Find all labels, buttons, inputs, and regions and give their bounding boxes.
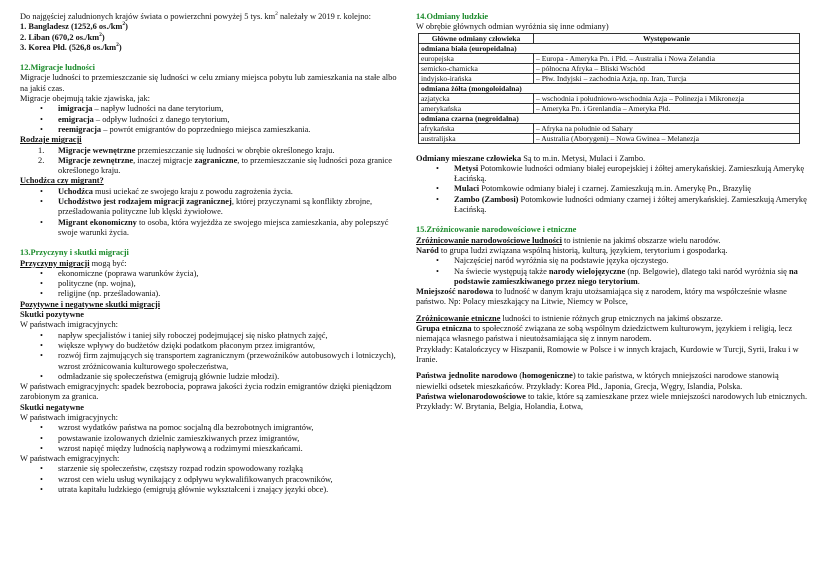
list-item: • utrata kapitału ludzkiego (emigrują głównie wykształceni i znający języki obce). [20,485,402,495]
effects-heading: Pozytywne i negatywne skutki migracji [20,299,161,309]
list-item: • emigracja – odpływ ludności z danego terytorium, [20,115,402,125]
list-item: • wzrost cen wielu usług wynikający z odpływu wykwalifikowanych pracowników, [20,475,402,485]
list-item: • Na świecie występują także narody wielojęzyczne (np. Belgowie), dlatego taki naród wyróżnia się na podstawie zamieszkiwanego przez niego terytorium. [416,267,810,288]
positive-effects-heading: Skutki pozytywne [20,310,84,320]
phenomena-list [20,104,402,135]
list-item: • polityczne (np. wojna), [20,279,402,289]
positive-emigration-text: W państwach emigracyjnych: spadek bezrobocia, poprawa jakości życia rodzin emigrantów dzięki pieniądzom zarobionym za granica. [20,382,392,402]
table-header: Występowanie [534,33,800,43]
list-item: 2. Migracje zewnętrzne, inaczej migracje zagraniczne, to przemieszczanie się ludności poza granice określonego kraju. [38,155,392,176]
human-varieties-table [418,33,800,144]
list-item: • reemigracja – powrót emigrantów do poprzedniego miejsca zamieszkania. [20,125,402,135]
nation-list [416,256,810,287]
list-item: • napływ specjalistów i taniej siły roboczej podejmującej się nisko płatnych zajęć, [20,331,402,341]
list-item: • Uchodźca musi uciekać ze swojego kraju z powodu zagrożenia życia. [20,187,402,197]
nation-definition: Naród to grupa ludzi związana wspólną historią, kulturą, językiem, terytorium i gospodarką. [416,245,728,255]
intro-text: Do najgęściej zaludnionych krajów świata o powierzchni powyżej 5 tys. $km^2$ należały w 2019 r. kolejno: [20,11,371,21]
right-column [416,12,810,412]
ethnic-examples: Przykłady: Katalończycy w Hiszpanii, Romowie w Polsce i w innych krajach, Kurdowie w Turcji, Syrii, Iraku i w Iranie. [416,344,799,364]
list-item: • starzenie się społeczeństw, częstszy rozpad rodzin spowodowany rozłąką [20,464,402,474]
table-row: odmiana żółta (mongoloidalna) [419,83,800,93]
list-item: • Mulaci Potomkowie odmiany białej i czarnej. Zamieszkują m.in. Amerykę Pn., Brazylię [416,184,810,194]
refugee-heading: Uchodźca czy migrant? [20,176,104,186]
negative-emigration-list [20,464,402,495]
list-item: • ekonomiczne (poprawa warunków życia), [20,269,402,279]
list-item: • Uchodźstwo jest rodzajem migracji zagranicznej, której przyczynami są konflikty zbrojne, prześladowania polityczne lub klęski żywiołowe. [20,197,402,218]
rank-1: 1. Bangladesz (1252,6 $os./km^2$) [20,21,128,32]
table-row: amerykańska – Ameryka Pn. i Grenlandia – Ameryka Płd. [419,103,800,113]
migration-phenomena-intro: Migracje obejmują takie zjawiska, jak: [20,94,150,104]
mixed-varieties-list [416,164,810,215]
table-row: odmiana biała (europeidalna) [419,43,800,53]
table-header: Główne odmiany człowieka [419,33,534,43]
list-item: • imigracja – napływ ludności na dane terytorium, [20,104,402,114]
emigration-states-label: W państwach emigracyjnych: [20,454,120,464]
section-12-title: 12.Migracje ludności [20,63,95,73]
table-row: afrykańska – Afryka na południe od Sahary [419,123,800,133]
rank-2: 2. Liban (670,2 $os./km^2$) [20,31,105,42]
minority-definition: Mniejszość narodowa to ludność w danym kraju utożsamiająca się z narodem, który ma współcześnie własne państwo. Np: Polacy mieszkający na Litwie, Niemcy w Polsce, [416,287,787,307]
section-14-title: 14.Odmiany ludzkie [416,12,489,21]
ethnic-diversity-text: Zróżnicowanie etniczne ludności to istnienie różnych grup etnicznych na jakimś obszarze. [416,313,723,323]
refugee-list [20,187,402,238]
left-column [20,12,402,495]
positive-immigration-list [20,331,402,382]
ethnic-group-definition: Grupa etniczna to społeczność związana ze sobą wspólnym dziedzictwem kulturowym, językiem i religią, lecz niemająca własnego państwa i nieutożsamiająca się z innym narodem. [416,324,793,344]
section-14-subtitle: W obrębie głównych odmian wyróżnia się inne odmiany) [416,22,609,32]
list-item: 1. Migracje wewnętrzne przemieszczanie się ludności w obrębie określonego kraju. [38,145,335,155]
table-row: semicko-chamicka – północna Afryka – Bliski Wschód [419,63,800,73]
migration-definition: Migracje ludności to przemieszczanie się ludności w celu zmiany miejsca pobytu lub zamieszkania na stałe albo na jakiś czas. [20,73,397,93]
table-row: europejska – Europa - Ameryka Pn. i Płd. – Australia i Nowa Zelandia [419,53,800,63]
list-item: • Metysi Potomkowie ludności odmiany białej europejskiej i żółtej amerykańskiej. Zamieszkują Amerykę Łacińską. [416,164,810,185]
negative-effects-heading: Skutki negatywne [20,402,84,412]
homogeneous-states-text: Państwa jednolite narodowo (homogeniczne) to takie państwa, w których mniejszości narodowe stanowią niewielki odsetek mieszkańców. Przykłady: Korea Płd., Japonia, Grecja, Węgry, Islandia, Polska. [416,371,779,391]
list-item: • większe wpływy do budżetów dzięki podatkom płaconym przez imigrantów, [20,341,402,351]
mixed-varieties-intro: Odmiany mieszane człowieka Są to m.in. Metysi, Mulaci i Zambo. [416,153,646,163]
section-13-title: 13.Przyczyny i skutki migracji [20,248,129,258]
list-item: • rozwój firm zajmujących się transportem zagranicznym (przewoźników autobusowych i lotniczych), wzrost zróżnicowania kulturowego społeczeństwa, [20,351,402,372]
table-row: australijska – Australia (Aborygeni) – Nowa Gwinea – Melanezja [419,133,800,143]
immigration-states-label: W państwach imigracyjnych: [20,320,118,330]
national-diversity-text: Zróżnicowanie narodowościowe ludności to istnienie na jakimś obszarze wielu narodów. [416,235,721,245]
list-item: • wzrost wydatków państwa na pomoc socjalną dla bezrobotnych imigrantów, [20,423,402,433]
migration-types-heading: Rodzaje migracji [20,135,82,145]
table-row: indyjsko-irańska – Płw. Indyjski – zachodnia Azja, np. Iran, Turcja [419,73,800,83]
list-item: • wzrost napięć między ludnością napływową a rodzimymi mieszkańcami. [20,444,402,454]
list-item: • religijne (np. prześladowania). [20,289,402,299]
immigration-states-label-2: W państwach imigracyjnych: [20,412,118,422]
causes-line: Przyczyny migracji mogą być: [20,258,127,268]
multinational-states-text: Państwa wielonarodowościowe to takie, które są zamieszkane przez wiele mniejszości narodowych lub etnicznych. Przykłady: W. Brytania, Belgia, Holandia, Łotwa, [416,391,808,412]
list-item: • odmładzanie się społeczeństwa (emigrują głównie ludzie młodzi). [20,372,402,382]
list-item: • Najczęściej naród wyróżnia się na podstawie języka ojczystego. [416,256,810,266]
causes-list [20,269,402,300]
list-item: • Zambo (Zambosi) Potomkowie ludności odmiany czarnej i żółtej amerykańskiej. Zamieszkują Amerykę Łacińską. [416,195,810,216]
list-item: • Migrant ekonomiczny to osoba, która wyjeżdża ze swojego miejsca zamieszkania, aby polepszyć swoje warunki życia. [20,218,402,239]
table-row: azjatycka – wschodnia i południowo-wschodnia Azja – Polinezja i Mikronezja [419,93,800,103]
rank-3: 3. Korea Płd. (526,8 $os./km^2$) [20,42,122,52]
table-row: odmiana czarna (negroidalna) [419,113,800,123]
list-item: • powstawanie izolowanych dzielnic zamieszkiwanych przez imigrantów, [20,434,402,444]
section-15-title: 15.Zróżnicowanie narodowościowe i etniczne [416,225,577,235]
negative-immigration-list [20,423,402,454]
table-header-row [419,33,800,43]
migration-types-list [20,146,402,177]
